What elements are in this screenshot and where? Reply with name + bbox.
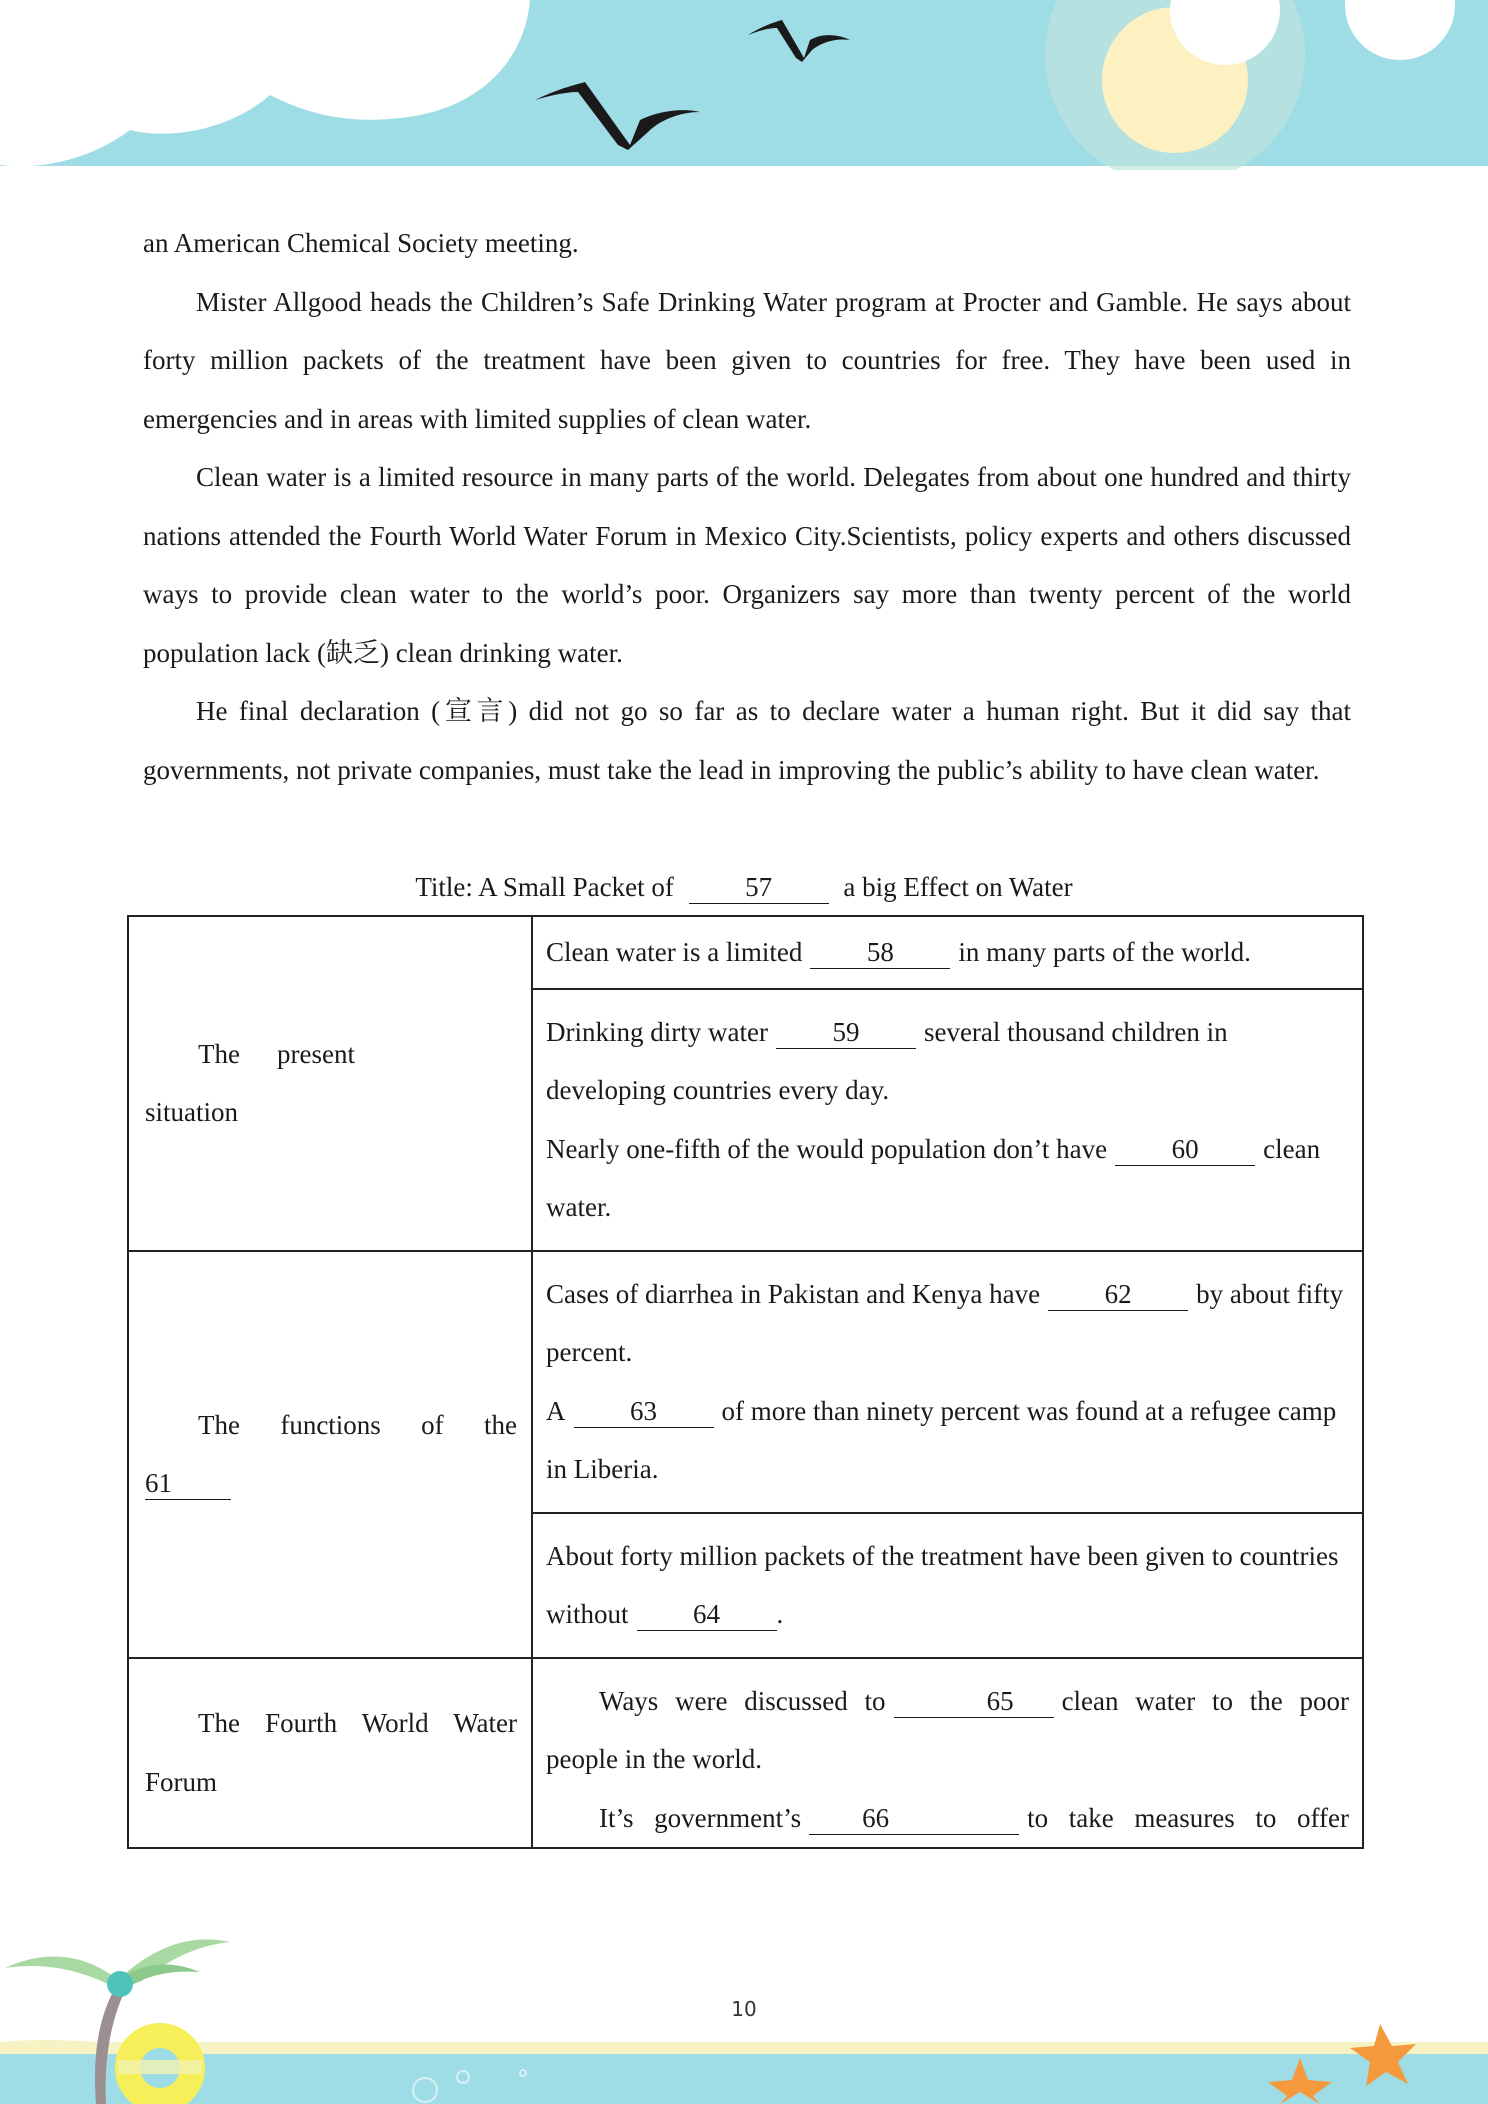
passage-paragraph: Mister Allgood heads the Children’s Safe Drinking Water program at Procter and Gamble. He says about forty million packets of the treatment have been given to countries for free. They have been used in emergencies and in areas with limited supplies of clean water.	[143, 286, 1351, 434]
passage-paragraph: Clean water is a limited resource in many parts of the world. Delegates from about one hundred and thirty nations attended the Fourth World Water Forum in Mexico City.Scientists, policy experts and others discussed ways to provide clean water to the world’s poor. Organizers say more than twenty percent of the world population lack (缺乏) clean drinking water.	[143, 462, 1351, 668]
blank-62[interactable]: 62	[1048, 1279, 1188, 1311]
passage-paragraph: an American Chemical Society meeting.	[143, 228, 579, 258]
summary-table	[127, 915, 1364, 1849]
table-cell: Clean water is a limited 58 in many parts of the world.	[532, 916, 1363, 989]
blank-61[interactable]: 61	[145, 1468, 231, 1500]
blank-65[interactable]: 65	[894, 1686, 1054, 1718]
reading-passage	[143, 214, 1351, 799]
blank-63[interactable]: 63	[574, 1396, 714, 1428]
table-cell: Drinking dirty water 59 several thousand children in developing countries every day. Nearly one-fifth of the would population don’t have 60 clean water.	[532, 989, 1363, 1251]
header-sky-decoration	[0, 0, 1488, 170]
table-cell: About forty million packets of the treatment have been given to countries without 64 .	[532, 1513, 1363, 1658]
blank-58[interactable]: 58	[810, 937, 950, 969]
row-label-functions: The functions of the 61	[128, 1251, 532, 1658]
title-text: a big Effect on Water	[843, 872, 1073, 902]
row-label-forum: The Fourth World Water Forum	[128, 1658, 532, 1849]
blank-57[interactable]: 57	[689, 872, 829, 904]
blank-66[interactable]: 66	[809, 1803, 1019, 1835]
blank-64[interactable]: 64	[637, 1599, 777, 1631]
blank-59[interactable]: 59	[776, 1017, 916, 1049]
title-text: Title: A Small Packet of	[415, 872, 674, 902]
passage-paragraph: He final declaration (宣言) did not go so far as to declare water a human right. But it did say that governments, not private companies, must take the lead in improving the public’s ability to have clean water.	[143, 696, 1351, 785]
page-number: 10	[731, 1997, 757, 2021]
summary-title	[0, 860, 1488, 914]
table-cell: Ways were discussed to 65 clean water to the poor people in the world. It’s government’s 66 to take measures to offer	[532, 1658, 1363, 1849]
row-label-present-situation: The present situation	[128, 916, 532, 1251]
table-cell: Cases of diarrhea in Pakistan and Kenya have 62 by about fifty percent. A 63 of more than ninety percent was found at a refugee camp in Liberia.	[532, 1251, 1363, 1513]
swim-ring-icon	[115, 2023, 205, 2104]
footer-beach-decoration	[0, 1920, 1488, 2104]
blank-60[interactable]: 60	[1115, 1134, 1255, 1166]
